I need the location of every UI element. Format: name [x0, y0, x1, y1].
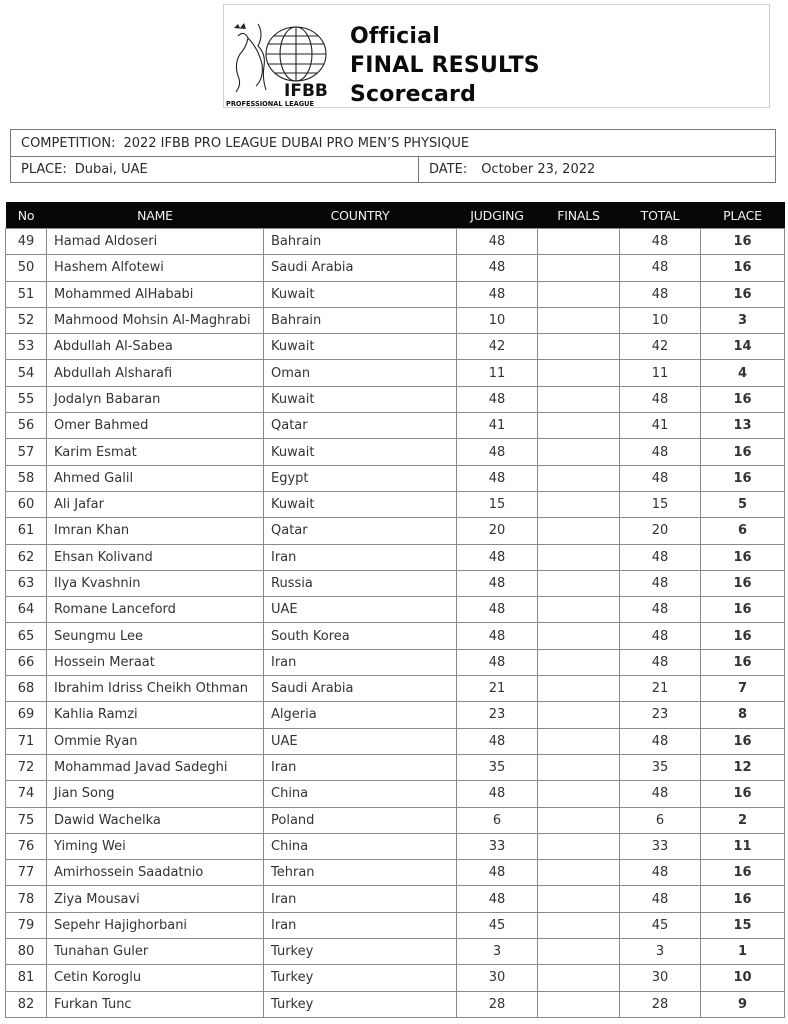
final-place: 16	[701, 439, 785, 465]
column-header-no: No	[6, 202, 47, 229]
final-place: 8	[701, 702, 785, 728]
total-score: 48	[620, 781, 701, 807]
athlete-country: Oman	[264, 360, 457, 386]
judging-score: 45	[457, 912, 538, 938]
finals-score	[538, 833, 620, 859]
judging-score: 10	[457, 307, 538, 333]
judging-score: 48	[457, 597, 538, 623]
athlete-country: Iran	[264, 886, 457, 912]
athlete-country: China	[264, 833, 457, 859]
total-score: 48	[620, 386, 701, 412]
athlete-country: Turkey	[264, 965, 457, 991]
total-score: 23	[620, 702, 701, 728]
judging-score: 48	[457, 860, 538, 886]
results-body	[6, 229, 785, 1018]
athlete-name: Seungmu Lee	[47, 623, 264, 649]
column-header-country: COUNTRY	[264, 202, 457, 229]
athlete-number: 58	[6, 465, 47, 491]
title-line-official: Official	[350, 23, 440, 50]
judging-score: 15	[457, 491, 538, 517]
athlete-name: Abdullah Al-Sabea	[47, 334, 264, 360]
athlete-name: Ehsan Kolivand	[47, 544, 264, 570]
athlete-country: Kuwait	[264, 491, 457, 517]
table-row	[6, 965, 785, 991]
athlete-name: Ziya Mousavi	[47, 886, 264, 912]
finals-score	[538, 307, 620, 333]
athlete-number: 56	[6, 413, 47, 439]
total-score: 10	[620, 307, 701, 333]
athlete-name: Ali Jafar	[47, 491, 264, 517]
final-place: 16	[701, 623, 785, 649]
judging-score: 35	[457, 754, 538, 780]
athlete-name: Mahmood Mohsin Al-Maghrabi	[47, 307, 264, 333]
athlete-number: 69	[6, 702, 47, 728]
final-place: 12	[701, 754, 785, 780]
final-place: 16	[701, 781, 785, 807]
final-place: 3	[701, 307, 785, 333]
athlete-name: Tunahan Guler	[47, 939, 264, 965]
total-score: 35	[620, 754, 701, 780]
athlete-country: Qatar	[264, 413, 457, 439]
athlete-country: China	[264, 781, 457, 807]
final-place: 16	[701, 229, 785, 255]
athlete-number: 52	[6, 307, 47, 333]
table-row	[6, 307, 785, 333]
total-score: 48	[620, 728, 701, 754]
total-score: 48	[620, 649, 701, 675]
athlete-country: Iran	[264, 544, 457, 570]
total-score: 42	[620, 334, 701, 360]
total-score: 21	[620, 676, 701, 702]
athlete-country: Egypt	[264, 465, 457, 491]
date-label: DATE:	[429, 162, 468, 177]
judging-score: 48	[457, 649, 538, 675]
judging-score: 21	[457, 676, 538, 702]
finals-score	[538, 728, 620, 754]
athlete-country: Bahrain	[264, 307, 457, 333]
total-score: 48	[620, 229, 701, 255]
total-score: 48	[620, 623, 701, 649]
athlete-name: Mohammad Javad Sadeghi	[47, 754, 264, 780]
athlete-number: 55	[6, 386, 47, 412]
total-score: 3	[620, 939, 701, 965]
athlete-name: Hossein Meraat	[47, 649, 264, 675]
table-row	[6, 623, 785, 649]
table-row	[6, 833, 785, 859]
finals-score	[538, 386, 620, 412]
final-place: 2	[701, 807, 785, 833]
final-place: 9	[701, 991, 785, 1017]
judging-score: 48	[457, 886, 538, 912]
finals-score	[538, 255, 620, 281]
athlete-name: Ahmed Galil	[47, 465, 264, 491]
athlete-number: 51	[6, 281, 47, 307]
athlete-number: 72	[6, 754, 47, 780]
judging-score: 48	[457, 781, 538, 807]
column-header-judging: JUDGING	[457, 202, 538, 229]
table-row	[6, 386, 785, 412]
final-place: 16	[701, 860, 785, 886]
scorecard-title	[350, 22, 540, 109]
athlete-country: Tehran	[264, 860, 457, 886]
judging-score: 48	[457, 229, 538, 255]
table-row	[6, 597, 785, 623]
athlete-name: Ommie Ryan	[47, 728, 264, 754]
judging-score: 48	[457, 728, 538, 754]
finals-score	[538, 649, 620, 675]
finals-score	[538, 623, 620, 649]
athlete-name: Abdullah Alsharafi	[47, 360, 264, 386]
total-score: 48	[620, 465, 701, 491]
athlete-name: Hamad Aldoseri	[47, 229, 264, 255]
finals-score	[538, 597, 620, 623]
finals-score	[538, 229, 620, 255]
athlete-number: 60	[6, 491, 47, 517]
finals-score	[538, 518, 620, 544]
column-header-name: NAME	[47, 202, 264, 229]
final-place: 14	[701, 334, 785, 360]
athlete-country: South Korea	[264, 623, 457, 649]
table-row	[6, 491, 785, 517]
final-place: 16	[701, 544, 785, 570]
judging-score: 48	[457, 544, 538, 570]
total-score: 28	[620, 991, 701, 1017]
table-row	[6, 229, 785, 255]
finals-score	[538, 281, 620, 307]
judging-score: 48	[457, 281, 538, 307]
athlete-name: Furkan Tunc	[47, 991, 264, 1017]
athlete-country: Saudi Arabia	[264, 255, 457, 281]
athlete-name: Jian Song	[47, 781, 264, 807]
total-score: 20	[620, 518, 701, 544]
table-row	[6, 807, 785, 833]
athlete-number: 78	[6, 886, 47, 912]
total-score: 48	[620, 439, 701, 465]
athlete-country: Algeria	[264, 702, 457, 728]
athlete-name: Ibrahim Idriss Cheikh Othman	[47, 676, 264, 702]
athlete-country: Qatar	[264, 518, 457, 544]
table-row	[6, 465, 785, 491]
athlete-country: Iran	[264, 649, 457, 675]
table-row	[6, 991, 785, 1017]
athlete-name: Dawid Wachelka	[47, 807, 264, 833]
svg-text:PROFESSIONAL LEAGUE: PROFESSIONAL LEAGUE	[226, 100, 314, 108]
final-place: 7	[701, 676, 785, 702]
finals-score	[538, 544, 620, 570]
athlete-name: Ilya Kvashnin	[47, 570, 264, 596]
athlete-country: Turkey	[264, 939, 457, 965]
table-row	[6, 754, 785, 780]
athlete-number: 74	[6, 781, 47, 807]
finals-score	[538, 491, 620, 517]
athlete-name: Omer Bahmed	[47, 413, 264, 439]
total-score: 6	[620, 807, 701, 833]
table-row	[6, 781, 785, 807]
athlete-number: 82	[6, 991, 47, 1017]
athlete-name: Hashem Alfotewi	[47, 255, 264, 281]
athlete-country: Poland	[264, 807, 457, 833]
athlete-name: Sepehr Hajighorbani	[47, 912, 264, 938]
competition-value: 2022 IFBB PRO LEAGUE DUBAI PRO MEN’S PHYSIQUE	[123, 135, 470, 151]
athlete-number: 64	[6, 597, 47, 623]
athlete-name: Amirhossein Saadatnio	[47, 860, 264, 886]
athlete-country: Kuwait	[264, 386, 457, 412]
total-score: 30	[620, 965, 701, 991]
title-line-scorecard: Scorecard	[350, 81, 477, 108]
athlete-number: 76	[6, 833, 47, 859]
judging-score: 11	[457, 360, 538, 386]
judging-score: 48	[457, 439, 538, 465]
total-score: 48	[620, 597, 701, 623]
athlete-number: 71	[6, 728, 47, 754]
athlete-number: 62	[6, 544, 47, 570]
judging-score: 20	[457, 518, 538, 544]
total-score: 48	[620, 886, 701, 912]
judging-score: 23	[457, 702, 538, 728]
athlete-country: Kuwait	[264, 334, 457, 360]
column-header-finals: FINALS	[538, 202, 620, 229]
table-row	[6, 939, 785, 965]
judging-score: 3	[457, 939, 538, 965]
athlete-number: 75	[6, 807, 47, 833]
athlete-name: Yiming Wei	[47, 833, 264, 859]
athlete-number: 65	[6, 623, 47, 649]
table-row	[6, 570, 785, 596]
table-header-row	[6, 202, 785, 229]
athlete-name: Mohammed AlHababi	[47, 281, 264, 307]
athlete-country: Kuwait	[264, 281, 457, 307]
judging-score: 41	[457, 413, 538, 439]
date-value: October 23, 2022	[481, 162, 596, 177]
date-cell	[418, 157, 595, 183]
title-line-final-results: FINAL RESULTS	[350, 52, 540, 79]
athlete-number: 63	[6, 570, 47, 596]
final-place: 4	[701, 360, 785, 386]
athlete-country: Kuwait	[264, 439, 457, 465]
final-place: 5	[701, 491, 785, 517]
table-row	[6, 544, 785, 570]
athlete-country: Turkey	[264, 991, 457, 1017]
finals-score	[538, 754, 620, 780]
judging-score: 28	[457, 991, 538, 1017]
athlete-number: 68	[6, 676, 47, 702]
place-value: Dubai, UAE	[74, 162, 148, 177]
final-place: 16	[701, 886, 785, 912]
finals-score	[538, 860, 620, 886]
table-row	[6, 676, 785, 702]
column-header-total: TOTAL	[620, 202, 701, 229]
athlete-number: 66	[6, 649, 47, 675]
athlete-name: Kahlia Ramzi	[47, 702, 264, 728]
judging-score: 48	[457, 570, 538, 596]
final-place: 15	[701, 912, 785, 938]
table-row	[6, 334, 785, 360]
athlete-name: Jodalyn Babaran	[47, 386, 264, 412]
table-row	[6, 413, 785, 439]
judging-score: 48	[457, 255, 538, 281]
place-date-row	[11, 156, 775, 182]
athlete-country: Russia	[264, 570, 457, 596]
table-row	[6, 728, 785, 754]
finals-score	[538, 465, 620, 491]
athlete-name: Cetin Koroglu	[47, 965, 264, 991]
athlete-number: 54	[6, 360, 47, 386]
finals-score	[538, 912, 620, 938]
final-place: 16	[701, 728, 785, 754]
finals-score	[538, 439, 620, 465]
finals-score	[538, 360, 620, 386]
finals-score	[538, 939, 620, 965]
table-row	[6, 255, 785, 281]
total-score: 48	[620, 860, 701, 886]
athlete-country: UAE	[264, 597, 457, 623]
finals-score	[538, 781, 620, 807]
finals-score	[538, 807, 620, 833]
athlete-country: Saudi Arabia	[264, 676, 457, 702]
finals-score	[538, 334, 620, 360]
final-place: 16	[701, 465, 785, 491]
judging-score: 30	[457, 965, 538, 991]
svg-text:IFBB: IFBB	[284, 81, 328, 101]
athlete-name: Imran Khan	[47, 518, 264, 544]
judging-score: 42	[457, 334, 538, 360]
table-row	[6, 281, 785, 307]
athlete-number: 61	[6, 518, 47, 544]
finals-score	[538, 965, 620, 991]
judging-score: 48	[457, 386, 538, 412]
final-place: 16	[701, 649, 785, 675]
finals-score	[538, 413, 620, 439]
total-score: 15	[620, 491, 701, 517]
table-row	[6, 860, 785, 886]
total-score: 11	[620, 360, 701, 386]
athlete-number: 57	[6, 439, 47, 465]
final-place: 11	[701, 833, 785, 859]
total-score: 33	[620, 833, 701, 859]
athlete-country: Iran	[264, 754, 457, 780]
athlete-country: Iran	[264, 912, 457, 938]
column-header-place: PLACE	[701, 202, 785, 229]
final-place: 6	[701, 518, 785, 544]
competition-label: COMPETITION:	[21, 135, 116, 151]
competition-info-box	[10, 129, 776, 183]
final-place: 10	[701, 965, 785, 991]
athlete-name: Karim Esmat	[47, 439, 264, 465]
place-label: PLACE:	[21, 162, 67, 177]
competition-row	[11, 130, 775, 156]
athlete-number: 50	[6, 255, 47, 281]
finals-score	[538, 676, 620, 702]
finals-score	[538, 702, 620, 728]
table-row	[6, 649, 785, 675]
total-score: 48	[620, 281, 701, 307]
finals-score	[538, 991, 620, 1017]
athlete-number: 77	[6, 860, 47, 886]
athlete-name: Romane Lanceford	[47, 597, 264, 623]
athlete-country: UAE	[264, 728, 457, 754]
total-score: 41	[620, 413, 701, 439]
final-place: 1	[701, 939, 785, 965]
table-row	[6, 886, 785, 912]
total-score: 48	[620, 255, 701, 281]
ifbb-logo-icon	[224, 16, 342, 108]
final-place: 16	[701, 597, 785, 623]
athlete-number: 49	[6, 229, 47, 255]
finals-score	[538, 886, 620, 912]
athlete-number: 53	[6, 334, 47, 360]
results-table	[5, 202, 785, 1018]
final-place: 16	[701, 255, 785, 281]
judging-score: 6	[457, 807, 538, 833]
athlete-number: 80	[6, 939, 47, 965]
athlete-number: 81	[6, 965, 47, 991]
judging-score: 48	[457, 465, 538, 491]
table-row	[6, 360, 785, 386]
final-place: 16	[701, 386, 785, 412]
table-row	[6, 912, 785, 938]
total-score: 48	[620, 544, 701, 570]
table-row	[6, 518, 785, 544]
total-score: 48	[620, 570, 701, 596]
athlete-country: Bahrain	[264, 229, 457, 255]
judging-score: 33	[457, 833, 538, 859]
finals-score	[538, 570, 620, 596]
table-row	[6, 439, 785, 465]
table-row	[6, 702, 785, 728]
final-place: 16	[701, 281, 785, 307]
final-place: 13	[701, 413, 785, 439]
total-score: 45	[620, 912, 701, 938]
final-place: 16	[701, 570, 785, 596]
judging-score: 48	[457, 623, 538, 649]
athlete-number: 79	[6, 912, 47, 938]
